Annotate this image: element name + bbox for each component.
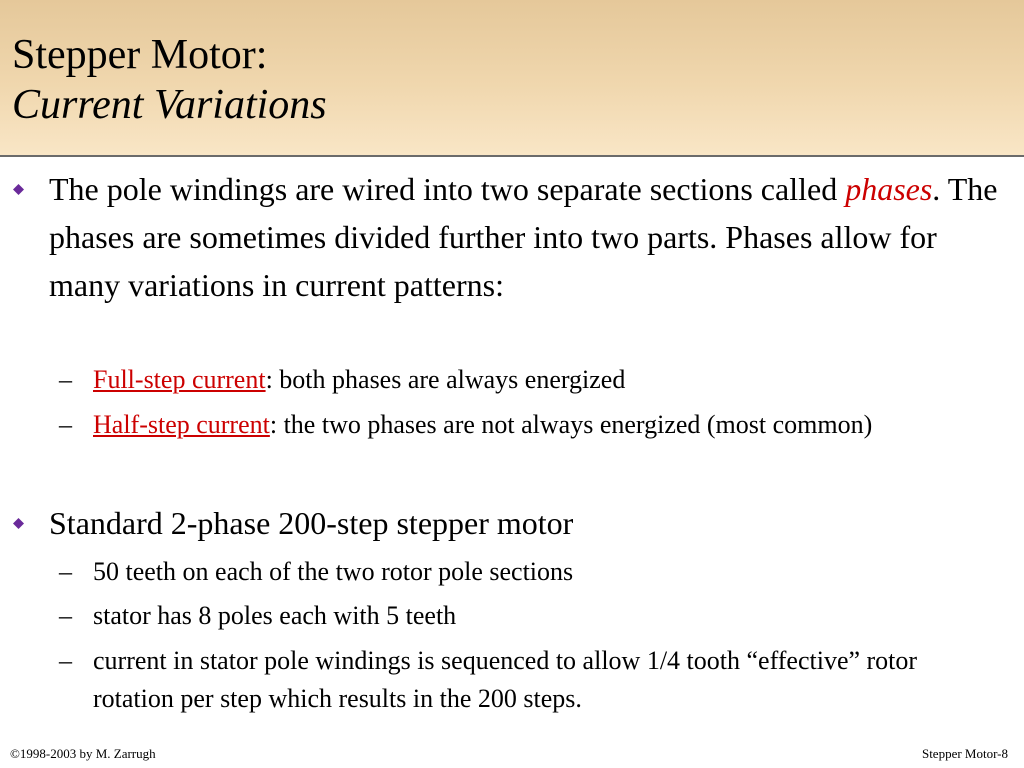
header-divider xyxy=(0,155,1024,157)
sub-bullet-text: : both phases are always energized xyxy=(265,365,626,394)
sub-bullet-dash: – xyxy=(59,646,72,675)
sub-bullet-rotor-teeth: 50 teeth on each of the two rotor pole sections xyxy=(93,557,574,586)
bullet-text-before: The pole windings are wired into two separate sections called xyxy=(49,171,846,207)
slide-title xyxy=(12,30,327,130)
sub-bullet-half-step xyxy=(93,406,1003,444)
sub-bullet-dash: – xyxy=(59,365,72,394)
sub-bullet-dash: – xyxy=(59,601,72,630)
sub-bullet-text: : the two phases are not always energized (most common) xyxy=(269,410,873,439)
sub-bullet-stator-poles: stator has 8 poles each with 5 teeth xyxy=(93,601,457,630)
sub-bullet-dash: – xyxy=(59,557,72,586)
full-step-current-link[interactable]: Full-step current xyxy=(93,365,266,394)
footer-copyright: ©1998-2003 by M. Zarrugh xyxy=(10,746,156,761)
sub-bullet-full-step xyxy=(93,361,1003,399)
phases-term: phases xyxy=(845,171,933,207)
footer-slide-number: Stepper Motor-8 xyxy=(921,746,1008,761)
diamond-bullet-icon xyxy=(13,184,24,195)
bullet-standard-motor: Standard 2-phase 200-step stepper motor xyxy=(49,505,574,541)
title-line-subtitle: Current Variations xyxy=(12,82,327,128)
sub-bullet-current-sequence: current in stator pole windings is sequenced to allow 1/4 tooth “effective” rotor rotation per step which results in the 200 steps. xyxy=(93,646,918,713)
bullet-text-after: . The phases are sometimes divided further into two parts. Phases allow for many variations in current patterns: xyxy=(49,171,998,303)
half-step-current-link[interactable]: Half-step current xyxy=(93,410,270,439)
title-line-main: Stepper Motor: xyxy=(12,32,268,78)
sub-bullet-dash: – xyxy=(59,410,72,439)
bullet-pole-windings xyxy=(49,165,1011,309)
diamond-bullet-icon xyxy=(13,518,24,529)
